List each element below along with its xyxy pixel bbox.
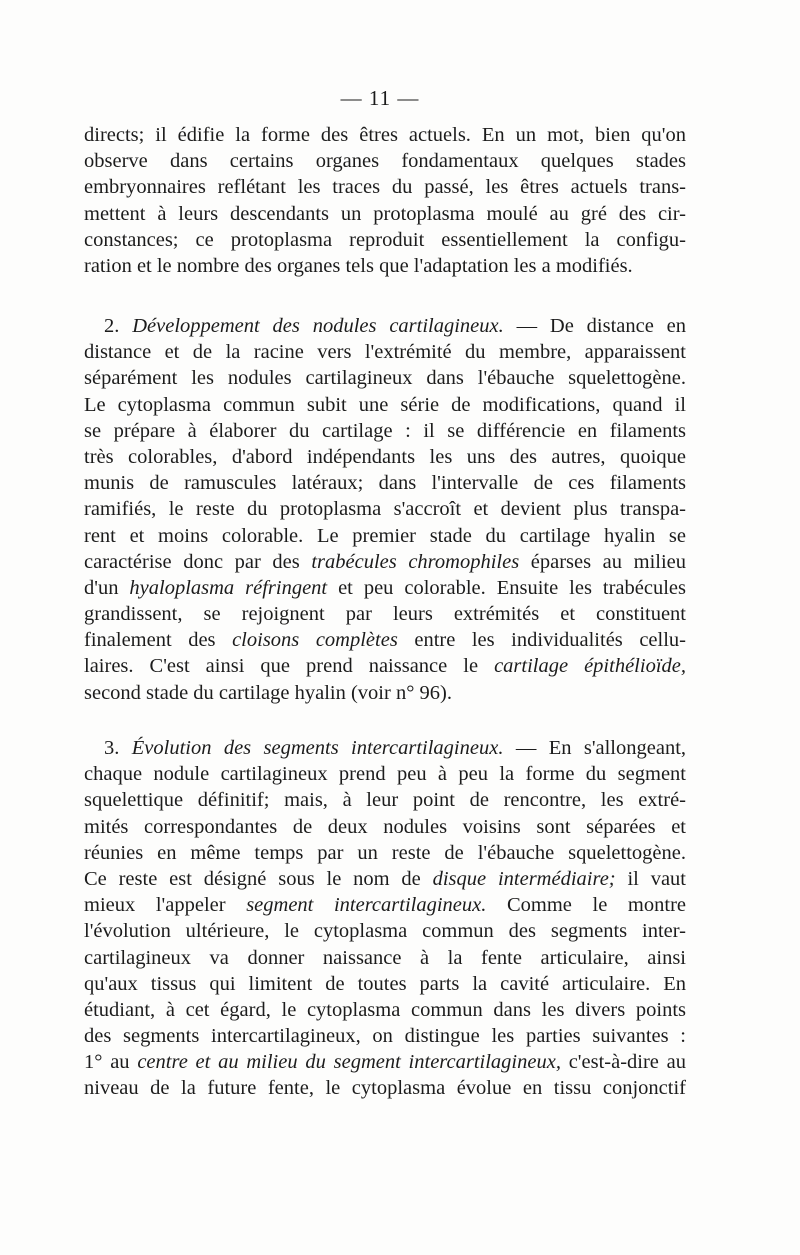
paragraph	[84, 122, 686, 279]
text-line	[84, 680, 686, 706]
text-line	[84, 470, 686, 496]
paragraph	[84, 735, 686, 1102]
text-run: distance et de la racine vers l'extrémité du membre, apparaissent	[84, 341, 686, 364]
text-line	[84, 814, 686, 840]
paragraph	[84, 313, 686, 706]
text-run: second stade du cartilage hyalin (voir n° 96).	[84, 681, 452, 704]
text-line	[84, 997, 686, 1023]
text-line	[84, 787, 686, 813]
text-line	[84, 365, 686, 391]
text-line	[84, 174, 686, 200]
text-run: squelettique définitif; mais, à leur point de rencontre, les extré-	[84, 789, 686, 812]
text-line	[84, 866, 686, 892]
text-line	[84, 1049, 686, 1075]
text-line	[84, 945, 686, 971]
text-line	[84, 122, 686, 148]
text-run: embryonnaires reflétant les traces du passé, les êtres actuels trans-	[84, 176, 686, 199]
text-run: munis de ramuscules latéraux; dans l'intervalle de ces filaments	[84, 472, 686, 495]
text-run: entre les individualités cellu-	[397, 629, 686, 652]
italic-text: cartilage épithélioïde,	[494, 655, 686, 678]
text-line	[84, 653, 686, 679]
text-run: mettent à leurs descendants un protoplasma moulé au gré des cir-	[84, 202, 686, 225]
text-run: cartilagineux va donner naissance à la fente articulaire, ainsi	[84, 946, 686, 969]
text-line	[84, 575, 686, 601]
text-line	[84, 971, 686, 997]
text-run: Comme le montre	[486, 894, 686, 917]
italic-text: cloisons complètes	[232, 629, 398, 652]
italic-text: Développement des nodules cartilagineux.	[132, 315, 504, 337]
text-run: mieux l'appeler	[84, 894, 247, 917]
text-line	[84, 227, 686, 253]
text-run: finalement des	[84, 629, 233, 652]
text-run: séparément les nodules cartilagineux dans l'ébauche squelettogène.	[84, 367, 686, 390]
text-run: rent et moins colorable. Le premier stade du cartilage hyalin se	[84, 524, 686, 547]
text-run: directs; il édifie la forme des êtres actuels. En un mot, bien qu'on	[84, 124, 686, 146]
text-line	[84, 496, 686, 522]
text-run: étudiant, à cet égard, le cytoplasma commun dans les divers points	[84, 998, 686, 1021]
text-run: c'est-à-dire au	[560, 1051, 687, 1074]
italic-text: Évolution des segments intercartilagineux.	[131, 737, 504, 759]
text-run: l'évolution ultérieure, le cytoplasma commun des segments inter-	[84, 920, 686, 943]
text-line	[84, 549, 686, 575]
text-run: et peu colorable. Ensuite les trabécules	[327, 576, 686, 599]
text-run: — De distance en	[503, 315, 687, 337]
text-run: d'un	[84, 576, 130, 599]
text-line	[84, 761, 686, 787]
text-line	[84, 313, 686, 339]
text-line	[84, 735, 686, 761]
text-run: caractérise donc par des	[84, 550, 312, 573]
text-run: 1° au	[84, 1051, 138, 1074]
text-run: chaque nodule cartilagineux prend peu à peu la forme du segment	[84, 763, 686, 786]
text-line	[84, 840, 686, 866]
text-run: des segments intercartilagineux, on distingue les parties suivantes :	[84, 1025, 686, 1048]
text-run: réunies en même temps par un reste de l'ébauche squelettogène.	[84, 841, 686, 864]
text-line	[84, 201, 686, 227]
text-run: 2.	[104, 315, 133, 337]
text-line	[84, 148, 686, 174]
text-line	[84, 627, 686, 653]
text-run: il vaut	[615, 867, 686, 890]
text-run: grandissent, se rejoignent par leurs extrémités et constituent	[84, 603, 686, 626]
text-run: ration et le nombre des organes tels que l'adaptation les a modifiés.	[84, 254, 633, 277]
text-run: très colorables, d'abord indépendants les uns des autres, quoique	[84, 445, 686, 468]
text-run: 3.	[104, 737, 132, 759]
text-run: ramifiés, le reste du protoplasma s'accroît et devient plus transpa-	[84, 498, 686, 521]
text-line	[84, 418, 686, 444]
text-line	[84, 392, 686, 418]
text-run: laires. C'est ainsi que prend naissance le	[84, 655, 495, 678]
text-line	[84, 523, 686, 549]
text-run: niveau de la future fente, le cytoplasma évolue en tissu conjonctif	[84, 1077, 686, 1100]
text-line	[84, 444, 686, 470]
text-line	[84, 1075, 686, 1101]
text-line	[84, 1023, 686, 1049]
text-run: — En s'allongeant,	[503, 737, 687, 759]
text-run: éparses au milieu	[519, 550, 687, 573]
text-line	[84, 601, 686, 627]
italic-text: trabécules chromophiles	[311, 550, 520, 573]
page-number: — 11 —	[340, 86, 420, 110]
text-run: Ce reste est désigné sous le nom de	[84, 867, 433, 890]
text-line	[84, 253, 686, 279]
text-line	[84, 339, 686, 365]
text-run: se prépare à élaborer du cartilage : il se différencie en filaments	[84, 419, 686, 442]
italic-text: hyaloplasma réfringent	[129, 576, 328, 599]
italic-text: segment intercartilagineux.	[246, 894, 487, 917]
text-run: Le cytoplasma commun subit une série de modifications, quand il	[84, 393, 686, 416]
text-run: observe dans certains organes fondamentaux quelques stades	[84, 150, 686, 173]
text-line	[84, 918, 686, 944]
text-run: qu'aux tissus qui limitent de toutes parts la cavité articulaire. En	[84, 972, 686, 995]
italic-text: disque intermédiaire;	[432, 867, 616, 890]
text-line	[84, 892, 686, 918]
text-run: mités correspondantes de deux nodules voisins sont séparées et	[84, 815, 686, 838]
italic-text: centre et au milieu du segment intercartilagineux,	[137, 1051, 561, 1074]
text-run: constances; ce protoplasma reproduit essentiellement la configu-	[84, 228, 686, 251]
